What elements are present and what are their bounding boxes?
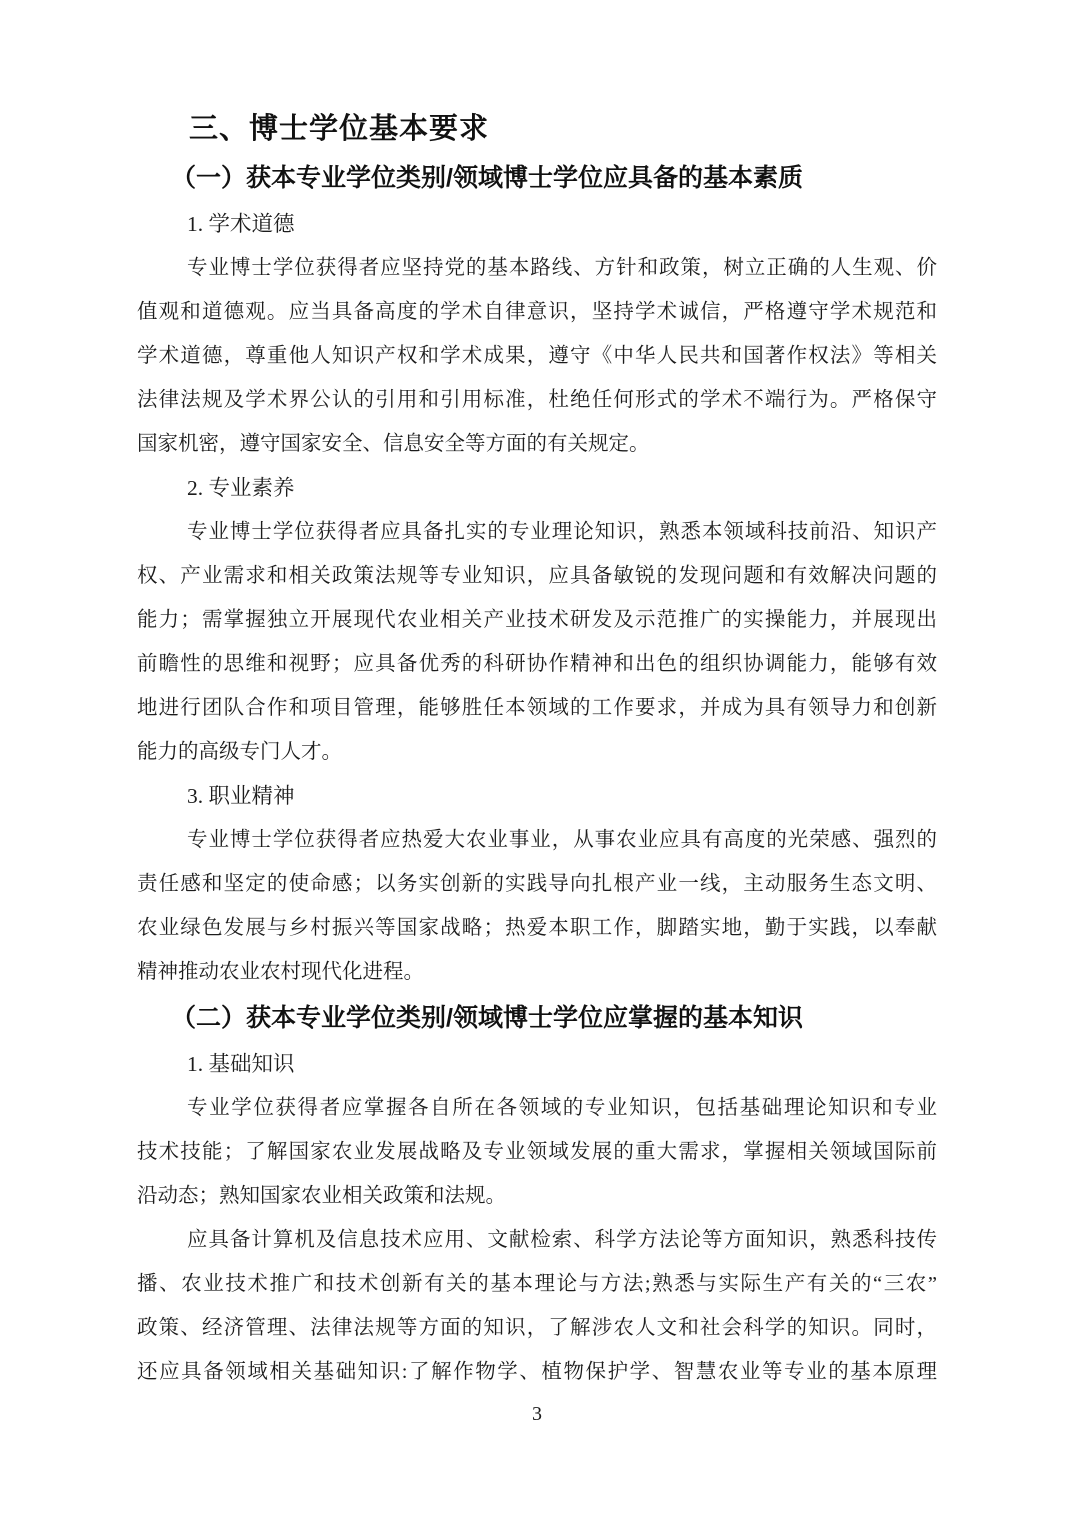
- paragraph-line: 前瞻性的思维和视野；应具备优秀的科研协作精神和出色的组织协调能力，能够有效: [137, 653, 937, 675]
- numbered-heading: 2. 专业素养: [187, 476, 295, 500]
- paragraph: [137, 1086, 937, 1218]
- paragraph-line: 播、农业技术推广和技术创新有关的基本理论与方法;熟悉与实际生产有关的“三农”: [137, 1273, 937, 1295]
- paragraph: [137, 510, 937, 774]
- document-body: [137, 104, 937, 1394]
- page-number: 3: [532, 1403, 542, 1425]
- paragraph-line: 专业博士学位获得者应热爱大农业事业，从事农业应具有高度的光荣感、强烈的: [187, 829, 937, 851]
- paragraph: [137, 818, 937, 994]
- paragraph-line: 农业绿色发展与乡村振兴等国家战略；热爱本职工作，脚踏实地，勤于实践，以奉献: [137, 917, 937, 939]
- paragraph-line: 专业博士学位获得者应具备扎实的专业理论知识，熟悉本领域科技前沿、知识产: [187, 521, 937, 543]
- paragraph-line: 能力的高级专门人才。: [137, 741, 342, 763]
- paragraph-line: 沿动态；熟知国家农业相关政策和法规。: [137, 1185, 506, 1207]
- paragraph-line: 地进行团队合作和项目管理，能够胜任本领域的工作要求，并成为具有领导力和创新: [137, 697, 937, 719]
- section-heading: 三、博士学位基本要求: [189, 113, 490, 145]
- paragraph-line: 应具备计算机及信息技术应用、文献检索、科学方法论等方面知识，熟悉科技传: [187, 1229, 937, 1251]
- subsection-heading: （二）获本专业学位类别/领域博士学位应掌握的基本知识: [171, 1004, 803, 1032]
- numbered-heading: 1. 基础知识: [187, 1052, 295, 1076]
- paragraph-line: 法律法规及学术界公认的引用和引用标准，杜绝任何形式的学术不端行为。严格保守: [137, 389, 937, 411]
- paragraph: [137, 1218, 937, 1394]
- numbered-heading: 3. 职业精神: [187, 784, 295, 808]
- paragraph-line: 技术技能；了解国家农业发展战略及专业领域发展的重大需求，掌握相关领域国际前: [137, 1141, 937, 1163]
- subsection-heading: （一）获本专业学位类别/领域博士学位应具备的基本素质: [171, 164, 803, 192]
- paragraph-line: 责任感和坚定的使命感；以务实创新的实践导向扎根产业一线，主动服务生态文明、: [137, 873, 937, 895]
- paragraph-line: 国家机密，遵守国家安全、信息安全等方面的有关规定。: [137, 433, 650, 455]
- paragraph-line: 还应具备领域相关基础知识:了解作物学、植物保护学、智慧农业等专业的基本原理: [137, 1361, 937, 1383]
- paragraph-line: 权、产业需求和相关政策法规等专业知识，应具备敏锐的发现问题和有效解决问题的: [137, 565, 937, 587]
- paragraph-line: 政策、经济管理、法律法规等方面的知识，了解涉农人文和社会科学的知识。同时，: [137, 1317, 937, 1339]
- paragraph-line: 专业学位获得者应掌握各自所在各领域的专业知识，包括基础理论知识和专业: [187, 1097, 937, 1119]
- numbered-heading: 1. 学术道德: [187, 212, 295, 236]
- paragraph: [137, 246, 937, 466]
- paragraph-line: 精神推动农业农村现代化进程。: [137, 961, 424, 983]
- paragraph-line: 值观和道德观。应当具备高度的学术自律意识，坚持学术诚信，严格遵守学术规范和: [137, 301, 937, 323]
- paragraph-line: 专业博士学位获得者应坚持党的基本路线、方针和政策，树立正确的人生观、价: [187, 257, 937, 279]
- paragraph-line: 学术道德，尊重他人知识产权和学术成果，遵守《中华人民共和国著作权法》等相关: [137, 345, 937, 367]
- paragraph-line: 能力；需掌握独立开展现代农业相关产业技术研发及示范推广的实操能力，并展现出: [137, 609, 937, 631]
- page-footer: [137, 1394, 937, 1434]
